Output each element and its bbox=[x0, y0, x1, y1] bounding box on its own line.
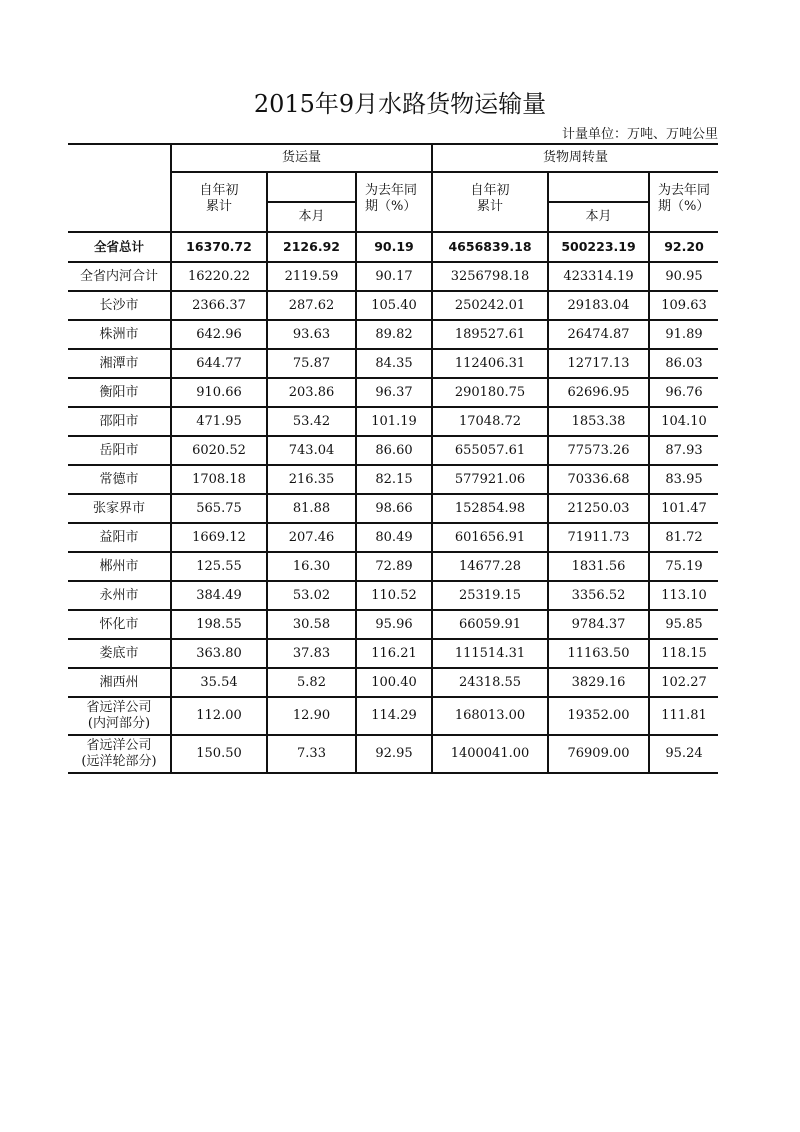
cell-yoy-volume: 80.49 bbox=[356, 523, 432, 552]
row-label: 湘潭市 bbox=[68, 349, 171, 378]
cell-ytd-volume: 1669.12 bbox=[171, 523, 267, 552]
table-row bbox=[68, 523, 718, 552]
cell-ytd-volume: 1708.18 bbox=[171, 465, 267, 494]
col-header-month-turnover: 本月 bbox=[548, 202, 649, 232]
cell-yoy-turnover: 91.89 bbox=[649, 320, 718, 349]
cell-ytd-volume: 363.80 bbox=[171, 639, 267, 668]
row-label: 全省总计 bbox=[68, 232, 171, 262]
cell-ytd-turnover: 577921.06 bbox=[432, 465, 548, 494]
cell-ytd-turnover: 111514.31 bbox=[432, 639, 548, 668]
cell-ytd-turnover: 17048.72 bbox=[432, 407, 548, 436]
cell-yoy-volume: 92.95 bbox=[356, 735, 432, 773]
cell-ytd-turnover: 655057.61 bbox=[432, 436, 548, 465]
cell-ytd-turnover: 189527.61 bbox=[432, 320, 548, 349]
cell-ytd-volume: 2366.37 bbox=[171, 291, 267, 320]
cell-yoy-volume: 100.40 bbox=[356, 668, 432, 697]
cell-ytd-volume: 16220.22 bbox=[171, 262, 267, 291]
cell-ytd-turnover: 250242.01 bbox=[432, 291, 548, 320]
col-header-month-volume: 本月 bbox=[267, 202, 356, 232]
cell-yoy-turnover: 90.95 bbox=[649, 262, 718, 291]
group-header-turnover: 货物周转量 bbox=[432, 144, 718, 172]
cell-yoy-volume: 98.66 bbox=[356, 494, 432, 523]
cell-month-turnover: 500223.19 bbox=[548, 232, 649, 262]
cell-month-volume: 37.83 bbox=[267, 639, 356, 668]
cell-yoy-turnover: 111.81 bbox=[649, 697, 718, 735]
cell-month-turnover: 26474.87 bbox=[548, 320, 649, 349]
cell-yoy-turnover: 104.10 bbox=[649, 407, 718, 436]
cell-yoy-volume: 72.89 bbox=[356, 552, 432, 581]
cell-ytd-volume: 471.95 bbox=[171, 407, 267, 436]
row-label: 郴州市 bbox=[68, 552, 171, 581]
table-row bbox=[68, 494, 718, 523]
cell-yoy-volume: 82.15 bbox=[356, 465, 432, 494]
col-header-spacer bbox=[267, 172, 356, 202]
cell-ytd-volume: 150.50 bbox=[171, 735, 267, 773]
table-row bbox=[68, 465, 718, 494]
cell-ytd-volume: 642.96 bbox=[171, 320, 267, 349]
cell-ytd-volume: 565.75 bbox=[171, 494, 267, 523]
table-row bbox=[68, 262, 718, 291]
row-label: 省远洋公司 (远洋轮部分) bbox=[68, 735, 171, 773]
cell-yoy-turnover: 118.15 bbox=[649, 639, 718, 668]
cell-yoy-turnover: 75.19 bbox=[649, 552, 718, 581]
cell-month-turnover: 19352.00 bbox=[548, 697, 649, 735]
table-row bbox=[68, 610, 718, 639]
row-label: 全省内河合计 bbox=[68, 262, 171, 291]
row-label: 怀化市 bbox=[68, 610, 171, 639]
cell-ytd-turnover: 66059.91 bbox=[432, 610, 548, 639]
cell-month-volume: 93.63 bbox=[267, 320, 356, 349]
cell-ytd-turnover: 1400041.00 bbox=[432, 735, 548, 773]
cell-yoy-volume: 89.82 bbox=[356, 320, 432, 349]
cell-ytd-turnover: 601656.91 bbox=[432, 523, 548, 552]
cell-month-turnover: 77573.26 bbox=[548, 436, 649, 465]
cell-yoy-turnover: 102.27 bbox=[649, 668, 718, 697]
cell-ytd-volume: 35.54 bbox=[171, 668, 267, 697]
cell-month-turnover: 76909.00 bbox=[548, 735, 649, 773]
cell-month-volume: 287.62 bbox=[267, 291, 356, 320]
cell-ytd-volume: 16370.72 bbox=[171, 232, 267, 262]
cell-month-volume: 2119.59 bbox=[267, 262, 356, 291]
cell-month-volume: 30.58 bbox=[267, 610, 356, 639]
row-label-header bbox=[68, 144, 171, 232]
row-label: 邵阳市 bbox=[68, 407, 171, 436]
row-label: 长沙市 bbox=[68, 291, 171, 320]
cell-yoy-volume: 101.19 bbox=[356, 407, 432, 436]
cell-month-turnover: 11163.50 bbox=[548, 639, 649, 668]
row-label: 娄底市 bbox=[68, 639, 171, 668]
cell-yoy-volume: 114.29 bbox=[356, 697, 432, 735]
cell-month-volume: 81.88 bbox=[267, 494, 356, 523]
cell-month-turnover: 71911.73 bbox=[548, 523, 649, 552]
row-label: 益阳市 bbox=[68, 523, 171, 552]
cell-month-volume: 207.46 bbox=[267, 523, 356, 552]
col-header-yoy-volume: 为去年同 期（%） bbox=[356, 172, 432, 232]
cell-month-turnover: 3829.16 bbox=[548, 668, 649, 697]
cell-ytd-volume: 125.55 bbox=[171, 552, 267, 581]
cell-month-volume: 203.86 bbox=[267, 378, 356, 407]
cell-yoy-turnover: 113.10 bbox=[649, 581, 718, 610]
table-row bbox=[68, 735, 718, 773]
cell-month-volume: 16.30 bbox=[267, 552, 356, 581]
cell-yoy-volume: 116.21 bbox=[356, 639, 432, 668]
row-label: 株洲市 bbox=[68, 320, 171, 349]
col-header-yoy-turnover: 为去年同 期（%） bbox=[649, 172, 718, 232]
row-label: 张家界市 bbox=[68, 494, 171, 523]
table-row bbox=[68, 639, 718, 668]
table-row bbox=[68, 552, 718, 581]
table-row bbox=[68, 581, 718, 610]
table-row bbox=[68, 232, 718, 262]
row-label: 永州市 bbox=[68, 581, 171, 610]
cell-month-volume: 75.87 bbox=[267, 349, 356, 378]
cell-ytd-turnover: 3256798.18 bbox=[432, 262, 548, 291]
cell-month-volume: 7.33 bbox=[267, 735, 356, 773]
cell-month-volume: 53.42 bbox=[267, 407, 356, 436]
cell-yoy-volume: 86.60 bbox=[356, 436, 432, 465]
cell-yoy-volume: 105.40 bbox=[356, 291, 432, 320]
cell-ytd-volume: 112.00 bbox=[171, 697, 267, 735]
cell-month-turnover: 1853.38 bbox=[548, 407, 649, 436]
cell-ytd-volume: 910.66 bbox=[171, 378, 267, 407]
row-label: 湘西州 bbox=[68, 668, 171, 697]
cell-yoy-turnover: 87.93 bbox=[649, 436, 718, 465]
cell-month-volume: 53.02 bbox=[267, 581, 356, 610]
cell-ytd-turnover: 25319.15 bbox=[432, 581, 548, 610]
cell-month-volume: 743.04 bbox=[267, 436, 356, 465]
cell-month-turnover: 21250.03 bbox=[548, 494, 649, 523]
table-row bbox=[68, 349, 718, 378]
cell-yoy-turnover: 86.03 bbox=[649, 349, 718, 378]
cell-yoy-turnover: 95.24 bbox=[649, 735, 718, 773]
table-row bbox=[68, 668, 718, 697]
cell-ytd-turnover: 14677.28 bbox=[432, 552, 548, 581]
table-row bbox=[68, 378, 718, 407]
page-title: 2015年9月水路货物运输量 bbox=[253, 90, 547, 118]
cell-yoy-turnover: 109.63 bbox=[649, 291, 718, 320]
cell-ytd-turnover: 24318.55 bbox=[432, 668, 548, 697]
cell-ytd-volume: 644.77 bbox=[171, 349, 267, 378]
table-row bbox=[68, 697, 718, 735]
cell-month-turnover: 29183.04 bbox=[548, 291, 649, 320]
unit-note: 计量单位：万吨、万吨公里 bbox=[561, 127, 718, 142]
cell-yoy-turnover: 83.95 bbox=[649, 465, 718, 494]
cell-yoy-volume: 90.19 bbox=[356, 232, 432, 262]
cell-month-volume: 216.35 bbox=[267, 465, 356, 494]
cell-yoy-turnover: 95.85 bbox=[649, 610, 718, 639]
cell-yoy-turnover: 92.20 bbox=[649, 232, 718, 262]
cell-yoy-turnover: 96.76 bbox=[649, 378, 718, 407]
cell-ytd-turnover: 290180.75 bbox=[432, 378, 548, 407]
cell-month-volume: 5.82 bbox=[267, 668, 356, 697]
cell-month-turnover: 70336.68 bbox=[548, 465, 649, 494]
col-header-ytd-volume: 自年初 累计 bbox=[171, 172, 267, 232]
cell-yoy-volume: 90.17 bbox=[356, 262, 432, 291]
cell-yoy-volume: 96.37 bbox=[356, 378, 432, 407]
cell-month-turnover: 3356.52 bbox=[548, 581, 649, 610]
col-header-spacer bbox=[548, 172, 649, 202]
cell-ytd-volume: 6020.52 bbox=[171, 436, 267, 465]
freight-table bbox=[68, 143, 718, 774]
row-label: 常德市 bbox=[68, 465, 171, 494]
group-header-cargo-volume: 货运量 bbox=[171, 144, 432, 172]
cell-month-turnover: 9784.37 bbox=[548, 610, 649, 639]
col-header-ytd-turnover: 自年初 累计 bbox=[432, 172, 548, 232]
cell-month-volume: 12.90 bbox=[267, 697, 356, 735]
cell-ytd-volume: 384.49 bbox=[171, 581, 267, 610]
row-label: 岳阳市 bbox=[68, 436, 171, 465]
table-row bbox=[68, 320, 718, 349]
cell-ytd-turnover: 168013.00 bbox=[432, 697, 548, 735]
cell-yoy-volume: 84.35 bbox=[356, 349, 432, 378]
cell-yoy-volume: 110.52 bbox=[356, 581, 432, 610]
table-row bbox=[68, 407, 718, 436]
cell-yoy-volume: 95.96 bbox=[356, 610, 432, 639]
row-label: 衡阳市 bbox=[68, 378, 171, 407]
cell-month-volume: 2126.92 bbox=[267, 232, 356, 262]
cell-month-turnover: 1831.56 bbox=[548, 552, 649, 581]
cell-ytd-turnover: 112406.31 bbox=[432, 349, 548, 378]
cell-yoy-turnover: 101.47 bbox=[649, 494, 718, 523]
cell-ytd-turnover: 152854.98 bbox=[432, 494, 548, 523]
cell-ytd-turnover: 4656839.18 bbox=[432, 232, 548, 262]
cell-month-turnover: 423314.19 bbox=[548, 262, 649, 291]
table-row bbox=[68, 436, 718, 465]
cell-ytd-volume: 198.55 bbox=[171, 610, 267, 639]
cell-month-turnover: 12717.13 bbox=[548, 349, 649, 378]
table-row bbox=[68, 291, 718, 320]
row-label: 省远洋公司 (内河部分) bbox=[68, 697, 171, 735]
cell-month-turnover: 62696.95 bbox=[548, 378, 649, 407]
cell-yoy-turnover: 81.72 bbox=[649, 523, 718, 552]
